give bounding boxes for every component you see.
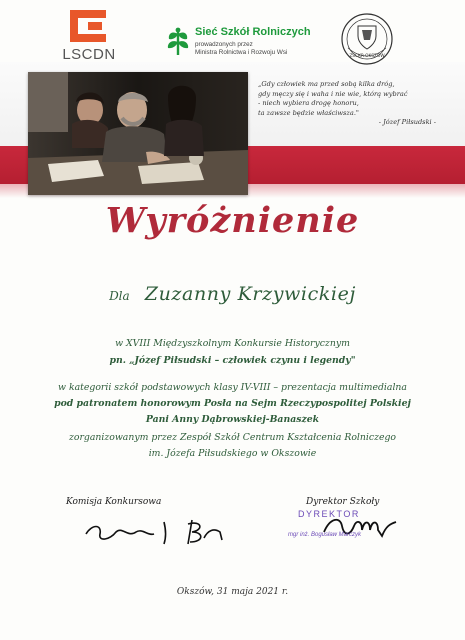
director-label: Dyrektor Szkoły [306,497,380,507]
ssr-logo-title: Sieć Szkół Rolniczych [195,26,311,38]
quote-line: ta zawsze będzie właściwsza." [258,108,359,117]
committee-label: Komisja Konkursowa [66,497,162,507]
historical-photo [28,72,248,195]
body-line-category: w kategorii szkół podstawowych klasy IV-VIII – prezentacja multimedialna [58,382,407,393]
lscdn-logo-text: LSCDN [62,46,116,63]
lscdn-logo [57,8,121,70]
director-signature [320,506,400,546]
quote-block [258,80,448,128]
recipient-line [0,283,465,305]
quote-line: gdy męczy się i waha i nie wie, którą wybrać [258,89,408,98]
ssr-plant-icon [165,26,191,56]
recipient-prefix: Dla [109,289,130,303]
body-line-competition: w XVIII Międzyszkolnym Konkursie Historycznym [115,338,350,349]
certificate-title: Wyróżnienie [105,200,360,241]
lscdn-logo-icon [68,8,108,44]
director-stamp-title: DYREKTOR [298,509,360,519]
school-seal-icon [340,12,394,66]
place-and-date: Okszów, 31 maja 2021 r. [176,587,289,597]
recipient-name: Zuzanny Krzywickiej [144,283,356,305]
quote-line: „Gdy człowiek ma przed sobą kilka dróg, [258,80,395,88]
ssr-logo [165,26,325,68]
director-stamp-name: mgr inż. Bogusław Marczyk [288,532,362,538]
seal-text: ZSCKR OKSZÓW [349,54,385,59]
committee-signatures [80,510,230,550]
quote-line: - niech wybiera drogę honoru, [258,99,359,108]
body-line-patronage: pod patronatem honorowym Posła na Sejm Rzeczypospolitej Polskiej [54,398,411,409]
body-line-patron-name: Pani Anny Dąbrowskiej-Banaszek [145,414,320,425]
body-line-organizer-location: im. Józefa Piłsudskiego w Okszowie [148,448,317,459]
ssr-logo-subtitle-2: Ministra Rolnictwa i Rozwoju Wsi [195,49,288,56]
body-line-competition-name: pn. „Józef Piłsudski – człowiek czynu i legendy" [109,355,356,366]
body-line-organizer: zorganizowanym przez Zespół Szkół Centrum Kształcenia Rolniczego [68,432,397,443]
ssr-logo-subtitle-1: prowadzonych przez [195,41,253,48]
quote-author: - Józef Piłsudski - [378,118,436,127]
